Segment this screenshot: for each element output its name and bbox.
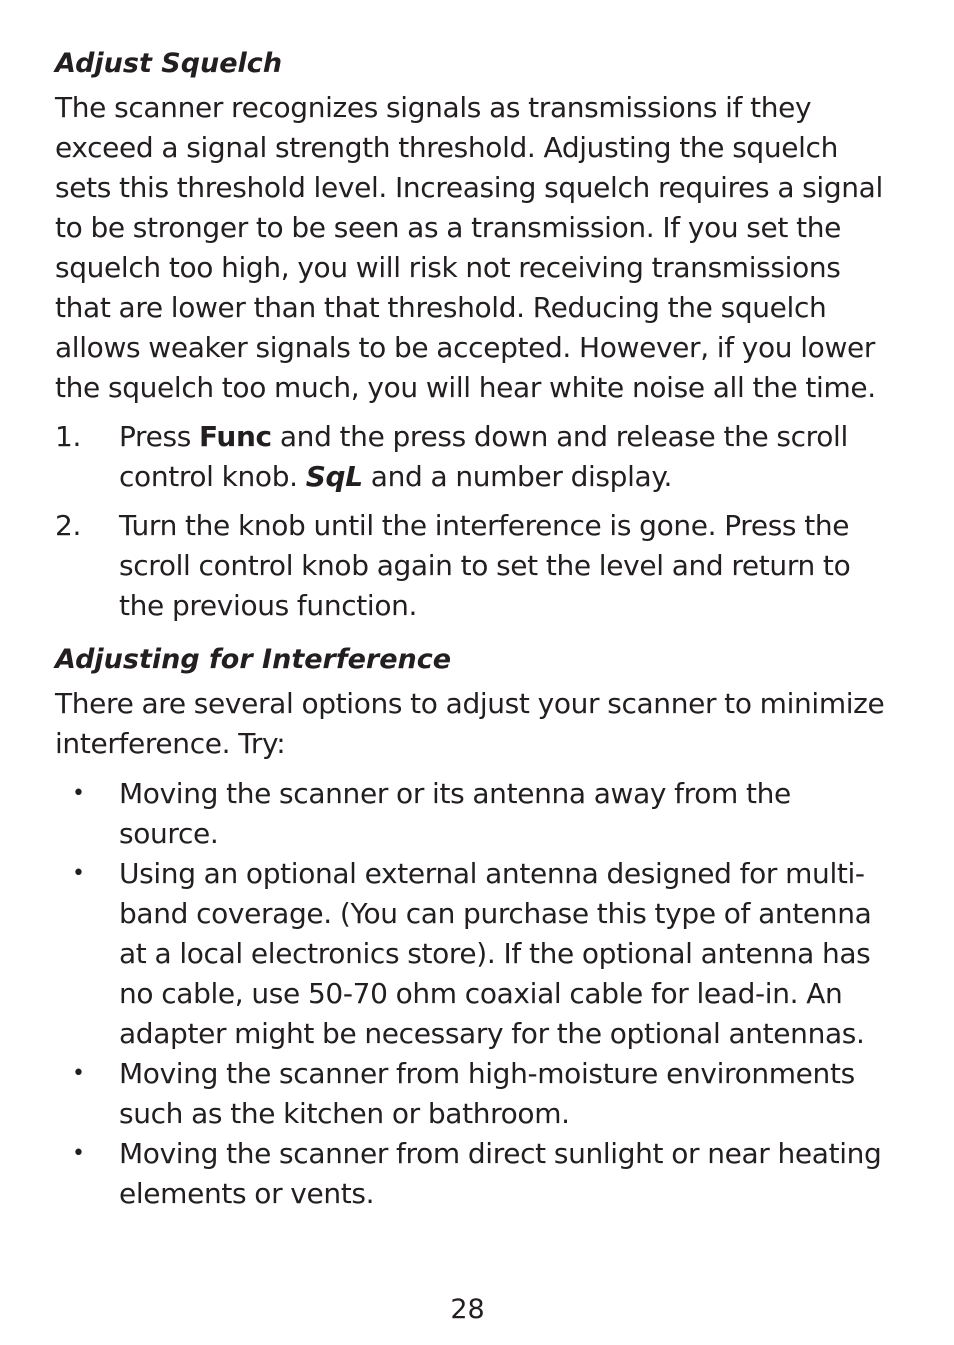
bullet-icon: •	[72, 1061, 85, 1086]
section-adjusting-for-interference	[55, 640, 885, 1214]
func-key-label: Func	[199, 420, 272, 453]
bullet-icon: •	[72, 781, 85, 806]
section-adjust-squelch	[55, 44, 885, 626]
step-text: Turn the knob until the interference is gone. Press the scroll control knob again to set the level and return to the previous function.	[119, 509, 851, 622]
list-item-text: Moving the scanner from high-moisture environments such as the kitchen or bathroom.	[119, 1057, 855, 1130]
step-number: 2.	[55, 509, 82, 542]
step-text: and the press down and release the scroll control knob.	[119, 420, 848, 493]
step-text: Press	[119, 420, 199, 453]
list-item-text: Moving the scanner from direct sunlight or near heating elements or vents.	[119, 1137, 882, 1210]
page-number: 28	[450, 1294, 485, 1325]
bullet-list	[55, 774, 885, 1214]
list-item-text: Using an optional external antenna designed for multi-band coverage. (You can purchase this type of antenna at a local electronics store). If the optional antenna has no cable, use 50-70 ohm coaxial cable for lead-in. An adapter might be necessary for the optional antennas.	[119, 857, 872, 1050]
bullet-icon: •	[72, 1141, 85, 1166]
list-item	[55, 854, 885, 1054]
list-item	[55, 774, 885, 854]
list-item-text: Moving the scanner or its antenna away from the source.	[119, 777, 791, 850]
bullet-icon: •	[72, 861, 85, 886]
step-text: and a number display.	[362, 460, 673, 493]
section-heading: Adjusting for Interference	[55, 644, 452, 675]
sql-display-label: SqL	[305, 460, 363, 493]
step-number: 1.	[55, 420, 82, 453]
list-item	[55, 1134, 885, 1214]
list-item	[55, 1054, 885, 1134]
step-item	[55, 506, 885, 626]
section-paragraph: The scanner recognizes signals as transmissions if they exceed a signal strength threshold. Adjusting the squelch sets this threshold level. Increasing squelch requires a signal to be stronger to be seen as a transmission. If you set the squelch too high, you will risk not receiving transmissions that are lower than that threshold. Reducing the squelch allows weaker signals to be accepted. However, if you lower the squelch too much, you will hear white noise all the time.	[55, 91, 883, 404]
section-heading: Adjust Squelch	[55, 48, 283, 79]
step-item	[55, 417, 885, 497]
section-paragraph: There are several options to adjust your scanner to minimize interference. Try:	[55, 687, 885, 760]
numbered-steps	[55, 417, 885, 626]
document-page	[55, 44, 885, 1214]
